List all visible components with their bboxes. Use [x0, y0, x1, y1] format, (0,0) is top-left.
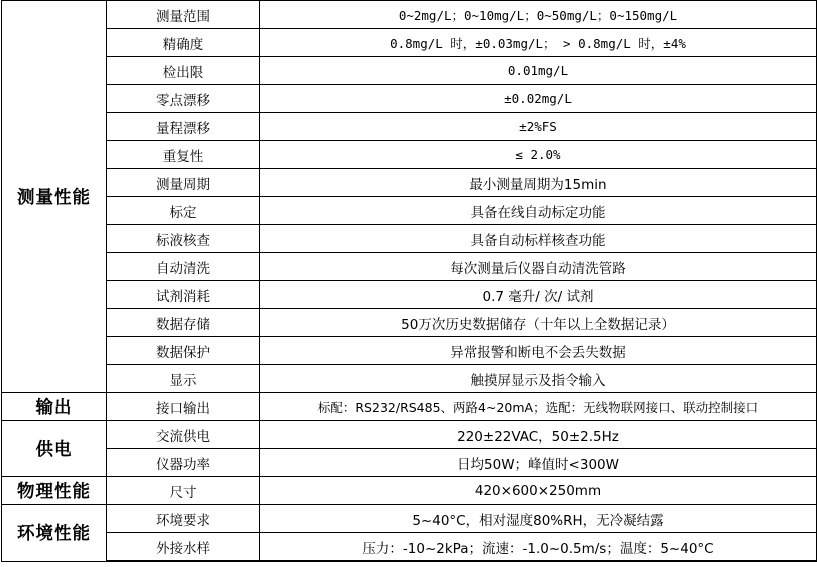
param-name: 环境要求 [107, 505, 260, 533]
param-name: 标液核查 [107, 225, 260, 253]
param-value: 异常报警和断电不会丢失数据 [260, 337, 817, 365]
table-row [2, 57, 817, 85]
table-row [2, 505, 817, 533]
table-row [2, 393, 817, 421]
table-row [2, 449, 817, 477]
param-name: 外接水样 [107, 533, 260, 562]
param-value: ≤ 2.0% [260, 141, 817, 169]
category-power-supply: 供电 [2, 421, 107, 477]
param-name: 零点漂移 [107, 85, 260, 113]
param-name: 接口输出 [107, 393, 260, 421]
param-value: 最小测量周期为15min [260, 169, 817, 197]
table-row [2, 225, 817, 253]
param-name: 仪器功率 [107, 449, 260, 477]
param-name: 尺寸 [107, 477, 260, 505]
param-value: 具备自动标样核查功能 [260, 225, 817, 253]
spec-table [1, 0, 817, 562]
param-name: 显示 [107, 365, 260, 393]
param-name: 交流供电 [107, 421, 260, 449]
param-value: 220±22VAC，50±2.5Hz [260, 421, 817, 449]
param-value: 0.7 毫升/ 次/ 试剂 [260, 281, 817, 309]
param-value: 每次测量后仪器自动清洗管路 [260, 253, 817, 281]
category-environment-performance: 环境性能 [2, 505, 107, 562]
param-name: 数据存储 [107, 309, 260, 337]
param-name: 试剂消耗 [107, 281, 260, 309]
param-name: 精确度 [107, 29, 260, 57]
table-row [2, 421, 817, 449]
table-row [2, 169, 817, 197]
param-value: 具备在线自动标定功能 [260, 197, 817, 225]
param-name: 测量范围 [107, 1, 260, 29]
param-name: 检出限 [107, 57, 260, 85]
param-value: 5~40°C，相对湿度80%RH，无冷凝结露 [260, 505, 817, 533]
param-value: 标配：RS232/RS485、两路4~20mA；选配：无线物联网接口、联动控制接口 [260, 393, 817, 421]
table-row [2, 29, 817, 57]
table-row [2, 113, 817, 141]
category-physical-performance: 物理性能 [2, 477, 107, 505]
table-row [2, 533, 817, 562]
table-row [2, 253, 817, 281]
table-row [2, 281, 817, 309]
param-value: 触摸屏显示及指令输入 [260, 365, 817, 393]
category-output: 输出 [2, 393, 107, 421]
table-row [2, 337, 817, 365]
param-value: 0.01mg/L [260, 57, 817, 85]
param-value: 0~2mg/L；0~10mg/L；0~50mg/L；0~150mg/L [260, 1, 817, 29]
param-name: 自动清洗 [107, 253, 260, 281]
table-row [2, 85, 817, 113]
param-name: 重复性 [107, 141, 260, 169]
table-row [2, 309, 817, 337]
param-value: 0.8mg/L 时，±0.03mg/L； > 0.8mg/L 时，±4% [260, 29, 817, 57]
param-value: 420×600×250mm [260, 477, 817, 505]
param-name: 数据保护 [107, 337, 260, 365]
param-name: 量程漂移 [107, 113, 260, 141]
param-name: 标定 [107, 197, 260, 225]
table-row [2, 141, 817, 169]
param-value: 压力：-10~2kPa；流速：-1.0~0.5m/s；温度：5~40°C [260, 533, 817, 562]
table-row [2, 197, 817, 225]
param-value: 日均50W；峰值时<300W [260, 449, 817, 477]
category-measurement-performance: 测量性能 [2, 1, 107, 393]
param-value: ±0.02mg/L [260, 85, 817, 113]
table-row [2, 1, 817, 29]
param-value: ±2%FS [260, 113, 817, 141]
param-name: 测量周期 [107, 169, 260, 197]
table-row [2, 477, 817, 505]
param-value: 50万次历史数据储存（十年以上全数据记录） [260, 309, 817, 337]
table-row [2, 365, 817, 393]
